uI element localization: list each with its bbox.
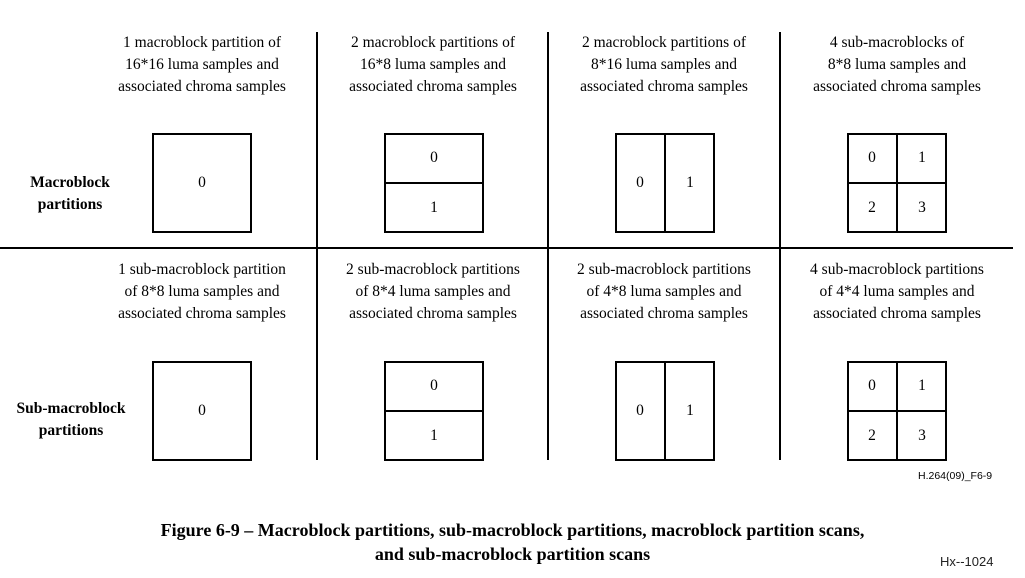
partition-index: 1 <box>686 174 694 191</box>
partition-index: 2 <box>868 199 876 216</box>
header-bottom-col-2: 2 sub-macroblock partitions of 8*4 luma samples and associated chroma samples <box>346 261 520 322</box>
row-label-macroblock-partitions: Macroblock partitions <box>30 174 110 213</box>
partition-index: 0 <box>636 174 644 191</box>
row-label-sub-macroblock-partitions: Sub-macroblock partitions <box>16 400 126 439</box>
partition-index: 0 <box>868 149 876 166</box>
figure-caption: Figure 6-9 – Macroblock partitions, sub-macroblock partitions, macroblock partition scans, and sub-macroblock partition scans <box>160 520 865 564</box>
partition-index: 0 <box>198 402 206 419</box>
header-bottom-col-3: 2 sub-macroblock partitions of 4*8 luma samples and associated chroma samples <box>577 261 751 322</box>
partition-index: 1 <box>430 199 438 216</box>
corner-label: Hx--1024 <box>940 554 994 569</box>
partition-index: 0 <box>430 149 438 166</box>
row-divider <box>0 247 1013 249</box>
header-bottom-col-1: 1 sub-macroblock partition of 8*8 luma samples and associated chroma samples <box>118 261 286 322</box>
header-bottom-col-4: 4 sub-macroblock partitions of 4*4 luma samples and associated chroma samples <box>810 261 984 322</box>
partition-index: 0 <box>430 377 438 394</box>
partition-index: 1 <box>918 149 926 166</box>
figure-id: H.264(09)_F6-9 <box>918 470 993 482</box>
partition-index: 3 <box>918 199 926 216</box>
header-top-col-3: 2 macroblock partitions of 8*16 luma samples and associated chroma samples <box>580 34 748 95</box>
header-top-col-2: 2 macroblock partitions of 16*8 luma samples and associated chroma samples <box>349 34 517 95</box>
partition-index: 0 <box>198 174 206 191</box>
partition-index: 2 <box>868 427 876 444</box>
partition-index: 1 <box>430 427 438 444</box>
partition-index: 0 <box>636 402 644 419</box>
partition-index: 1 <box>918 377 926 394</box>
column-divider-3 <box>779 32 781 460</box>
header-top-col-4: 4 sub-macroblocks of 8*8 luma samples and associated chroma samples <box>813 34 981 95</box>
column-divider-2 <box>547 32 549 460</box>
column-divider-1 <box>316 32 318 460</box>
partition-index: 1 <box>686 402 694 419</box>
partition-index: 3 <box>918 427 926 444</box>
partition-index: 0 <box>868 377 876 394</box>
header-top-col-1: 1 macroblock partition of 16*16 luma samples and associated chroma samples <box>118 34 286 95</box>
